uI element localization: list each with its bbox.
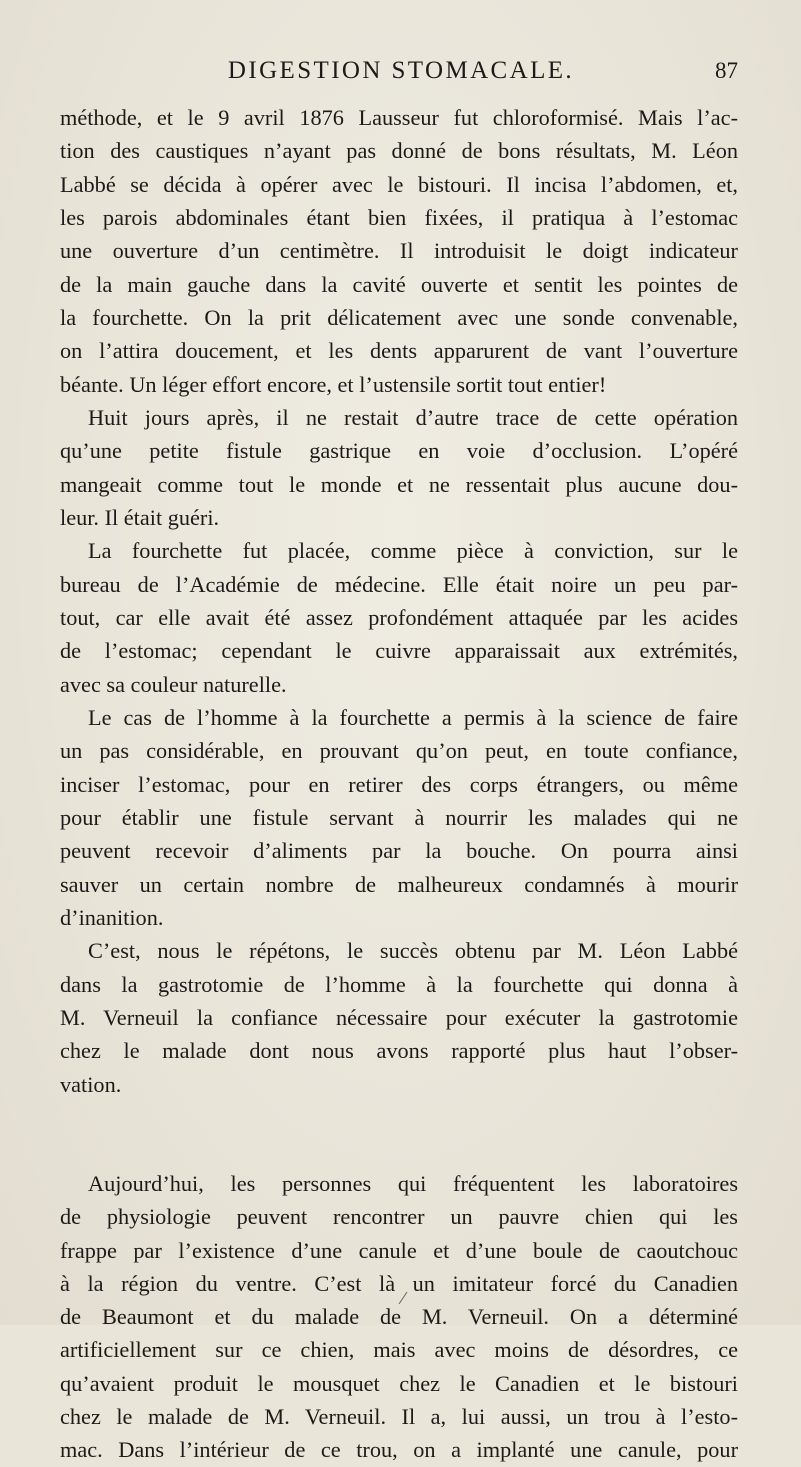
- text-line: mangeait comme tout le monde et ne ressentait plus aucune dou-: [60, 471, 738, 497]
- text-line: une ouverture d’un centimètre. Il introduisit le doigt indicateur: [60, 238, 738, 264]
- paragraph-6: [60, 1167, 738, 1467]
- text-line: Huit jours après, il ne restait d’autre trace de cette opération: [88, 404, 738, 430]
- stray-pen-mark: [396, 1290, 410, 1306]
- text-line: M. Verneuil la confiance nécessaire pour exécuter la gastrotomie: [60, 1004, 738, 1030]
- text-line: C’est, nous le répétons, le succès obtenu par M. Léon Labbé: [88, 938, 738, 964]
- text-line: les parois abdominales étant bien fixées, il pratiqua à l’estomac: [60, 204, 738, 230]
- text-line: qu’une petite fistule gastrique en voie d’occlusion. L’opéré: [60, 438, 738, 464]
- text-line: tion des caustiques n’ayant pas donné de bons résultats, M. Léon: [60, 138, 738, 164]
- text-line: frappe par l’existence d’une canule et d’une boule de caoutchouc: [60, 1237, 738, 1263]
- text-line: tout, car elle avait été assez profondément attaquée par les acides: [60, 604, 738, 630]
- text-line: dans la gastrotomie de l’homme à la fourchette qui donna à: [60, 971, 738, 997]
- text-line: chez le malade dont nous avons rapporté plus haut l’obser-: [60, 1038, 738, 1064]
- text-line: méthode, et le 9 avril 1876 Lausseur fut chloroformisé. Mais l’ac-: [60, 105, 738, 130]
- text-line: on l’attira doucement, et les dents apparurent de vant l’ouverture: [60, 338, 738, 364]
- text-line: Le cas de l’homme à la fourchette a permis à la science de faire: [88, 704, 738, 730]
- text-line: sauver un certain nombre de malheureux condamnés à mourir: [60, 871, 738, 897]
- text-line: leur. Il était guéri.: [60, 504, 220, 530]
- text-line: La fourchette fut placée, comme pièce à conviction, sur le: [88, 538, 738, 564]
- text-line: de l’estomac; cependant le cuivre apparaissait aux extrémités,: [60, 638, 738, 664]
- paragraph-2: [60, 401, 738, 534]
- paragraph-5: [60, 934, 738, 1101]
- body-text: [60, 101, 738, 1467]
- text-line: bureau de l’Académie de médecine. Elle était noire un peu par-: [60, 571, 738, 597]
- text-line: chez le malade de M. Verneuil. Il a, lui aussi, un trou à l’esto-: [60, 1404, 738, 1430]
- text-line: de Beaumont et du malade de M. Verneuil. On a déterminé: [60, 1304, 738, 1330]
- running-head: [60, 56, 738, 86]
- text-line: de physiologie peuvent rencontrer un pauvre chien qui les: [60, 1204, 738, 1230]
- paragraph-3: [60, 534, 738, 701]
- text-line: peuvent recevoir d’aliments par la bouche. On pourra ainsi: [60, 838, 738, 864]
- text-line: d’inanition.: [60, 904, 164, 930]
- text-line: Labbé se décida à opérer avec le bistouri. Il incisa l’abdomen, et,: [60, 171, 738, 197]
- text-line: béante. Un léger effort encore, et l’ustensile sortit tout entier!: [60, 371, 607, 397]
- text-line: de la main gauche dans la cavité ouverte et sentit les pointes de: [60, 271, 738, 297]
- page-number: 87: [715, 58, 738, 83]
- section-gap: [60, 1101, 738, 1167]
- text-line: pour établir une fistule servant à nourrir les malades qui ne: [60, 804, 738, 830]
- paragraph-4: [60, 701, 738, 934]
- text-line: vation.: [60, 1071, 122, 1097]
- text-line: Aujourd’hui, les personnes qui fréquentent les laboratoires: [88, 1170, 738, 1196]
- text-line: inciser l’estomac, pour en retirer des corps étrangers, ou même: [60, 771, 738, 797]
- paragraph-1: [60, 101, 738, 401]
- text-line: qu’avaient produit le mousquet chez le Canadien et le bistouri: [60, 1370, 738, 1396]
- text-line: avec sa couleur naturelle.: [60, 671, 287, 697]
- running-title: DIGESTION STOMACALE.: [227, 57, 575, 84]
- text-line: artificiellement sur ce chien, mais avec moins de désordres, ce: [60, 1337, 738, 1363]
- text-line: à la région du ventre. C’est là un imitateur forcé du Canadien: [60, 1270, 738, 1296]
- text-line: un pas considérable, en prouvant qu’on peut, en toute confiance,: [60, 738, 738, 764]
- text-line: la fourchette. On la prit délicatement avec une sonde convenable,: [60, 304, 738, 330]
- text-line: mac. Dans l’intérieur de ce trou, on a implanté une canule, pour: [60, 1437, 738, 1463]
